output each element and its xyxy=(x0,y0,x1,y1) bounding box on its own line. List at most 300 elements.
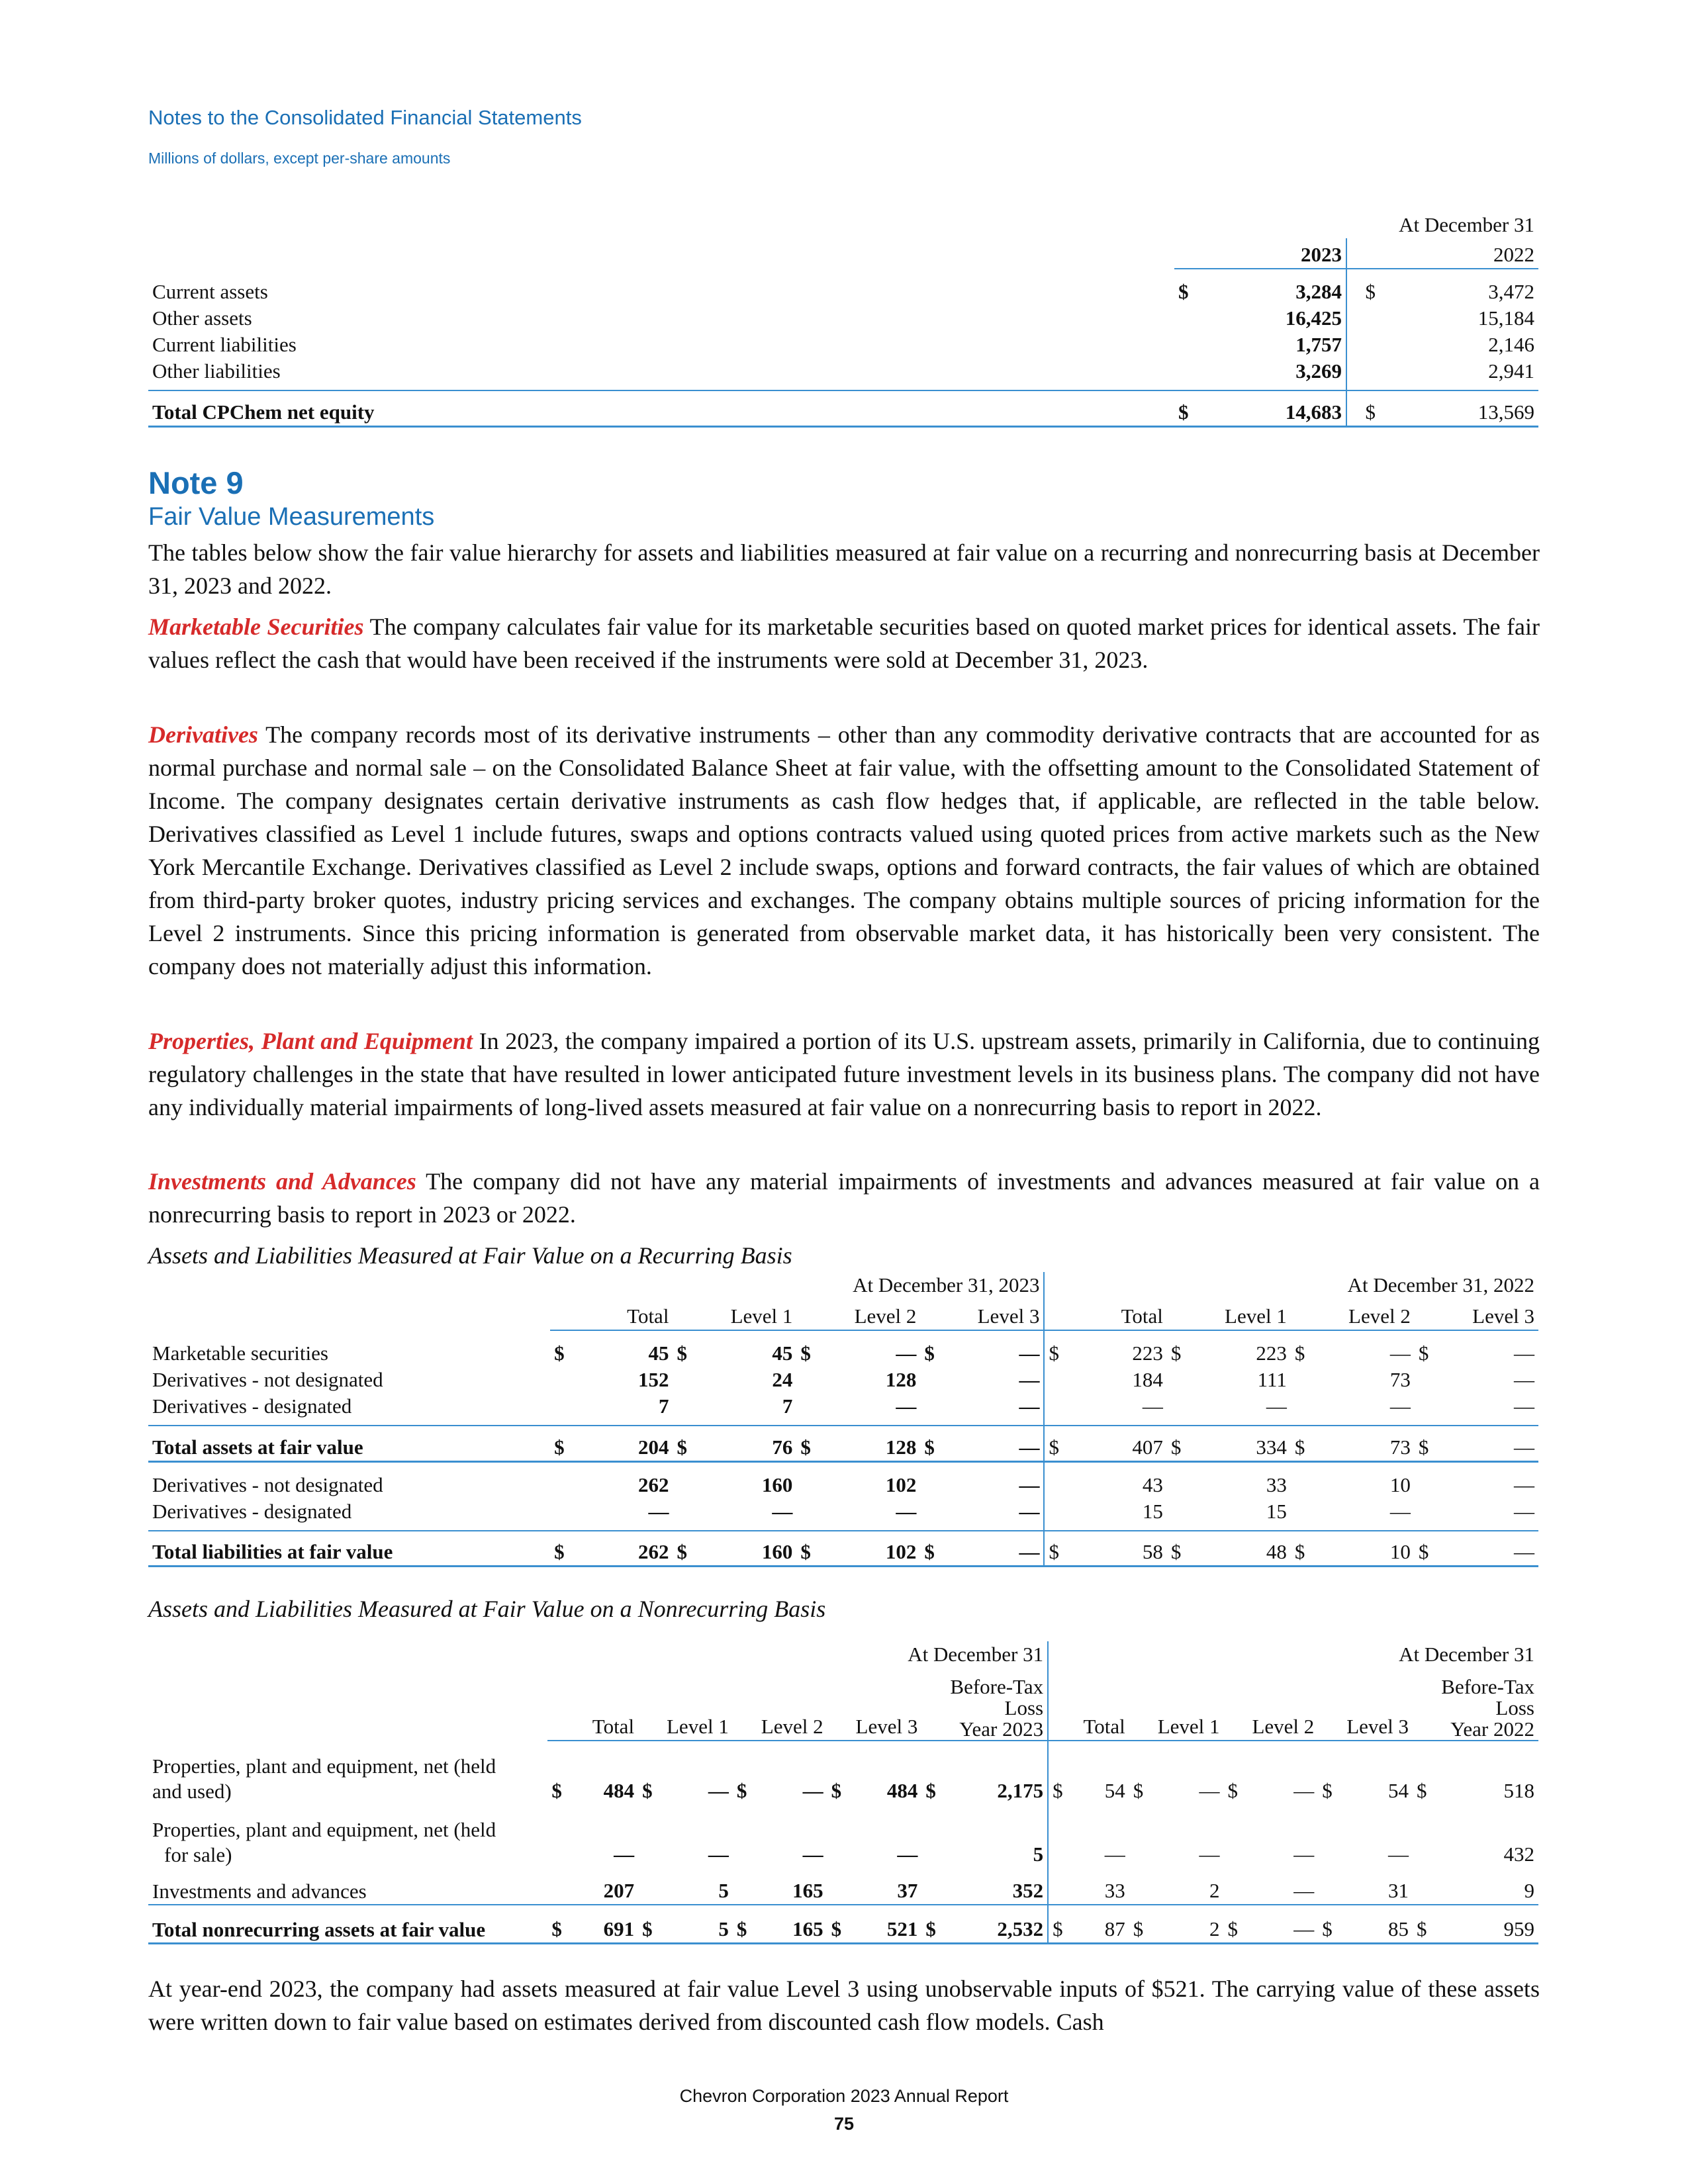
currency-symbol xyxy=(796,1393,822,1426)
currency-symbol: $ xyxy=(1053,1779,1063,1802)
value-cell: 262 xyxy=(637,1473,669,1496)
currency-symbol xyxy=(1346,332,1380,358)
value-cell: 223 xyxy=(1132,1342,1163,1365)
loss-header-line: Before-Tax xyxy=(1441,1675,1534,1698)
currency-symbol xyxy=(1224,1868,1248,1905)
currency-symbol xyxy=(921,1804,945,1868)
total-2023: 14,683 xyxy=(1214,390,1346,426)
value-cell: 33 xyxy=(1104,1879,1125,1902)
row-label-line: Investments and advances xyxy=(152,1880,367,1903)
value-cell: — xyxy=(1389,1499,1411,1523)
footer-report: Chevron Corporation 2023 Annual Report xyxy=(679,2086,1009,2106)
value-cell: — xyxy=(896,1394,917,1418)
column-header: Level 1 xyxy=(662,1668,733,1741)
currency-symbol xyxy=(1291,1461,1317,1498)
value-cell: 518 xyxy=(1503,1779,1534,1802)
value-2022: 15,184 xyxy=(1477,306,1534,330)
currency-symbol: $ xyxy=(1291,1531,1317,1567)
currency-symbol xyxy=(673,1367,698,1393)
recurring-period-2023: At December 31, 2023 xyxy=(550,1272,1044,1298)
value-cell: — xyxy=(1389,1342,1411,1365)
currency-symbol: $ xyxy=(921,1905,945,1943)
currency-symbol: $ xyxy=(796,1426,822,1461)
row-label: Total nonrecurring assets at fair value xyxy=(148,1905,547,1943)
value-cell: — xyxy=(1514,1394,1534,1418)
currency-symbol: $ xyxy=(920,1426,946,1461)
currency-symbol xyxy=(1291,1393,1317,1426)
currency-symbol: $ xyxy=(550,1531,576,1567)
value-cell: — xyxy=(947,1330,1045,1367)
currency-symbol xyxy=(673,1498,698,1531)
column-header: Level 2 xyxy=(1317,1298,1415,1330)
value-cell: 73 xyxy=(1317,1426,1415,1461)
value-2022: 3,472 xyxy=(1488,280,1534,303)
value-cell: 85 xyxy=(1342,1905,1413,1943)
value-cell: 204 xyxy=(576,1426,673,1461)
blank xyxy=(547,1668,571,1741)
currency-symbol: $ xyxy=(1167,1426,1193,1461)
value-cell: — xyxy=(708,1779,729,1802)
row-label: Derivatives - designated xyxy=(152,1499,352,1523)
blank xyxy=(638,1668,662,1741)
currency-symbol xyxy=(921,1868,945,1905)
currency-symbol xyxy=(1174,305,1214,332)
currency-symbol: $ xyxy=(1365,280,1376,303)
section-derivatives xyxy=(148,718,1540,983)
currency-symbol: $ xyxy=(1415,1426,1440,1461)
total-row xyxy=(148,1531,1538,1567)
loss-header-line: Year 2022 xyxy=(1450,1717,1534,1741)
row-label-line: and used) xyxy=(152,1780,232,1803)
currency-symbol xyxy=(1044,1367,1070,1393)
currency-symbol xyxy=(547,1804,571,1868)
blank xyxy=(1167,1298,1193,1330)
value-cell: — xyxy=(1199,1779,1220,1802)
value-cell: 223 xyxy=(1256,1342,1287,1365)
footer-page-number: 75 xyxy=(833,2114,855,2134)
value-cell: 111 xyxy=(1257,1368,1287,1391)
value-cell: — xyxy=(947,1531,1045,1567)
column-header: Level 1 xyxy=(1193,1298,1291,1330)
cpchem-table xyxy=(148,212,1538,428)
column-header: Level 3 xyxy=(851,1668,922,1741)
currency-symbol: $ xyxy=(736,1779,747,1802)
recurring-rows xyxy=(148,1330,1538,1567)
currency-symbol xyxy=(920,1461,946,1498)
value-cell: 165 xyxy=(757,1905,827,1943)
value-cell: 334 xyxy=(1193,1426,1291,1461)
value-cell: 87 xyxy=(1072,1905,1129,1943)
row-label xyxy=(148,1741,547,1804)
column-header: Level 1 xyxy=(699,1298,797,1330)
currency-symbol xyxy=(1174,332,1214,358)
value-cell: 33 xyxy=(1266,1473,1287,1496)
loss-column-header xyxy=(1436,1668,1538,1741)
cpchem-total-row xyxy=(148,390,1538,426)
section-lead: Marketable Securities xyxy=(148,614,364,640)
value-2023: 16,425 xyxy=(1214,305,1346,332)
cpchem-rows xyxy=(148,269,1538,426)
blank xyxy=(1318,1668,1342,1741)
currency-symbol: $ xyxy=(1167,1531,1193,1567)
closing-paragraph: At year-end 2023, the company had assets measured at fair value Level 3 using unobservable inputs of $521. The carrying value of these assets were written down to fair value based on estimates derived from discounted cash flow models. Cash xyxy=(148,1976,1540,2035)
cpchem-row xyxy=(148,358,1538,390)
recurring-caption: Assets and Liabilities Measured at Fair Value on a Recurring Basis xyxy=(148,1242,792,1269)
cpchem-row xyxy=(148,332,1538,358)
currency-symbol: $ xyxy=(1417,1779,1427,1802)
value-cell: 484 xyxy=(603,1779,635,1802)
value-cell: — xyxy=(1293,1843,1315,1866)
row-label-line: Properties, plant and equipment, net (held xyxy=(152,1818,496,1841)
currency-symbol: $ xyxy=(1044,1426,1070,1461)
cpchem-row xyxy=(148,305,1538,332)
currency-symbol xyxy=(796,1498,822,1531)
value-cell: — xyxy=(947,1426,1045,1461)
currency-symbol: $ xyxy=(1174,390,1214,426)
section-lead: Investments and Advances xyxy=(148,1168,416,1195)
nonrecurring-rows xyxy=(148,1741,1538,1943)
cpchem-period: At December 31 xyxy=(1399,213,1534,236)
value-cell: 24 xyxy=(772,1368,793,1391)
value-cell: 407 xyxy=(1070,1426,1167,1461)
section-lead: Properties, Plant and Equipment xyxy=(148,1028,473,1054)
column-header: Level 3 xyxy=(1440,1298,1538,1330)
row-label: Derivatives - not designated xyxy=(152,1473,383,1496)
currency-symbol xyxy=(550,1461,576,1498)
column-header: Total xyxy=(1070,1298,1167,1330)
currency-symbol: $ xyxy=(638,1905,662,1943)
currency-symbol: $ xyxy=(925,1779,936,1802)
value-cell: 2,532 xyxy=(946,1905,1049,1943)
currency-symbol xyxy=(920,1393,946,1426)
currency-symbol: $ xyxy=(1133,1779,1144,1802)
currency-symbol xyxy=(1413,1868,1436,1905)
currency-symbol xyxy=(1291,1367,1317,1393)
value-cell: — xyxy=(802,1779,823,1802)
currency-symbol xyxy=(733,1868,757,1905)
value-cell: — xyxy=(1514,1342,1534,1365)
value-cell: 484 xyxy=(886,1779,918,1802)
page-header-subtitle: Millions of dollars, except per-share amounts xyxy=(148,150,451,167)
value-cell: 76 xyxy=(699,1426,797,1461)
row-label: Derivatives - not designated xyxy=(152,1368,383,1391)
currency-symbol: $ xyxy=(1418,1342,1429,1365)
value-cell: 165 xyxy=(792,1879,823,1902)
currency-symbol xyxy=(1346,305,1380,332)
value-2023: 3,269 xyxy=(1214,358,1346,390)
currency-symbol xyxy=(550,1393,576,1426)
row-label: Total liabilities at fair value xyxy=(148,1531,550,1567)
total-row xyxy=(148,1905,1538,1943)
currency-symbol: $ xyxy=(673,1426,698,1461)
section-investments xyxy=(148,1165,1540,1231)
currency-symbol: $ xyxy=(827,1905,851,1943)
value-cell: — xyxy=(947,1367,1045,1393)
currency-symbol: $ xyxy=(1044,1531,1070,1567)
value-cell: 73 xyxy=(1389,1368,1411,1391)
value-cell: 10 xyxy=(1317,1531,1415,1567)
cpchem-year-2022: 2022 xyxy=(1380,238,1538,269)
value-cell: 54 xyxy=(1104,1779,1125,1802)
blank xyxy=(148,1298,550,1330)
value-cell: — xyxy=(1389,1394,1411,1418)
currency-symbol xyxy=(733,1804,757,1868)
loss-header-line: Year 2023 xyxy=(959,1717,1044,1741)
value-cell: — xyxy=(708,1843,729,1866)
value-cell: — xyxy=(1142,1394,1163,1418)
currency-symbol: $ xyxy=(1415,1531,1440,1567)
value-cell: 160 xyxy=(699,1531,797,1567)
currency-symbol xyxy=(1044,1393,1070,1426)
column-header: Level 2 xyxy=(1248,1668,1319,1741)
value-cell: — xyxy=(1293,1879,1315,1902)
value-cell: 102 xyxy=(885,1473,917,1496)
data-row xyxy=(148,1804,1538,1868)
currency-symbol xyxy=(827,1804,851,1868)
currency-symbol xyxy=(1291,1498,1317,1531)
value-cell: 45 xyxy=(772,1342,793,1365)
blank xyxy=(1048,1668,1072,1741)
section-text: The company did not have any material impairments of investments and advances measured at fair value on a nonrecurring basis to report in 2023 or 2022. xyxy=(148,1168,1540,1228)
value-cell: — xyxy=(947,1393,1045,1426)
section-marketable-securities xyxy=(148,610,1540,676)
currency-symbol xyxy=(550,1367,576,1393)
column-header: Total xyxy=(572,1668,639,1741)
currency-symbol: $ xyxy=(1129,1905,1153,1943)
currency-symbol xyxy=(550,1498,576,1531)
value-cell: 5 xyxy=(718,1879,729,1902)
currency-symbol xyxy=(1167,1367,1193,1393)
value-cell: 128 xyxy=(885,1368,917,1391)
currency-symbol: $ xyxy=(547,1905,571,1943)
value-cell: — xyxy=(1440,1531,1538,1567)
row-label: Total assets at fair value xyxy=(148,1426,550,1461)
blank xyxy=(733,1668,757,1741)
value-cell: — xyxy=(897,1843,918,1866)
value-cell: — xyxy=(896,1342,917,1365)
value-2022: 2,941 xyxy=(1488,359,1534,383)
currency-symbol xyxy=(638,1868,662,1905)
column-header: Level 2 xyxy=(757,1668,827,1741)
currency-symbol: $ xyxy=(1170,1342,1182,1365)
value-cell: 58 xyxy=(1070,1531,1167,1567)
blank xyxy=(550,1298,576,1330)
currency-symbol: $ xyxy=(673,1531,698,1567)
currency-symbol: $ xyxy=(831,1779,842,1802)
loss-header-line: Loss xyxy=(1495,1696,1534,1719)
currency-symbol xyxy=(673,1393,698,1426)
value-cell: 45 xyxy=(648,1342,669,1365)
row-label xyxy=(148,1868,547,1905)
nonrecurring-period-a: At December 31 xyxy=(547,1641,1048,1668)
value-cell: — xyxy=(1514,1368,1534,1391)
total-2022: 13,569 xyxy=(1380,390,1538,426)
value-cell: 15 xyxy=(1266,1499,1287,1523)
currency-symbol xyxy=(1346,358,1380,390)
value-cell: — xyxy=(947,1498,1045,1531)
value-cell: 9 xyxy=(1524,1879,1534,1902)
value-cell: — xyxy=(802,1843,823,1866)
currency-symbol xyxy=(1413,1804,1436,1868)
row-label: Other assets xyxy=(152,306,252,330)
value-cell: — xyxy=(772,1499,793,1523)
value-cell: 2 xyxy=(1153,1905,1224,1943)
value-cell: — xyxy=(1248,1905,1319,1943)
value-cell: 48 xyxy=(1193,1531,1291,1567)
currency-symbol: $ xyxy=(796,1531,822,1567)
value-cell: — xyxy=(1266,1394,1287,1418)
currency-symbol: $ xyxy=(1413,1905,1436,1943)
row-label: Marketable securities xyxy=(152,1342,328,1365)
currency-symbol: $ xyxy=(1291,1426,1317,1461)
cpchem-year-2023: 2023 xyxy=(1214,238,1346,269)
value-cell: — xyxy=(1514,1499,1534,1523)
value-cell: 7 xyxy=(658,1394,669,1418)
data-row xyxy=(148,1741,1538,1804)
blank xyxy=(673,1298,698,1330)
value-cell: 54 xyxy=(1388,1779,1409,1802)
value-cell: 691 xyxy=(572,1905,639,1943)
data-row xyxy=(148,1367,1538,1393)
currency-symbol xyxy=(1048,1868,1072,1905)
column-header: Total xyxy=(576,1298,673,1330)
section-text: The company records most of its derivative instruments – other than any commodity derivative contracts that are accounted for as normal purchase and normal sale – on the Consolidated Balance Sheet at fair value, with the offsetting amount to the Consolidated Statement of Income. The company designates certain derivative instruments as cash flow hedges that, if applicable, are reflected in the table below. Derivatives classified as Level 1 include futures, swaps and options contracts valued using quoted prices from active markets such as the New York Mercantile Exchange. Derivatives classified as Level 2 include swaps, options and forward contracts, the fair values of which are obtained from third-party broker quotes, industry pricing services and exchanges. The company obtains multiple sources of pricing information for the Level 2 instruments. Since this pricing information is generated from observable market data, it has historically been very consistent. The company does not materially adjust this information. xyxy=(148,721,1540,979)
nonrecurring-period-b: At December 31 xyxy=(1399,1643,1534,1666)
value-cell: 160 xyxy=(761,1473,793,1496)
blank xyxy=(1044,1298,1070,1330)
value-cell: — xyxy=(648,1499,669,1523)
currency-symbol: $ xyxy=(677,1342,687,1365)
currency-symbol: $ xyxy=(1227,1779,1239,1802)
recurring-table xyxy=(148,1272,1538,1567)
currency-symbol xyxy=(827,1868,851,1905)
currency-symbol xyxy=(1129,1804,1153,1868)
currency-symbol xyxy=(1318,1868,1342,1905)
value-cell: 521 xyxy=(851,1905,922,1943)
data-row xyxy=(148,1330,1538,1367)
value-cell: 10 xyxy=(1389,1473,1411,1496)
blank xyxy=(148,1668,547,1741)
note-title: Fair Value Measurements xyxy=(148,503,435,531)
currency-symbol xyxy=(638,1804,662,1868)
value-cell: — xyxy=(896,1499,917,1523)
loss-header-line: Before-Tax xyxy=(950,1675,1044,1698)
currency-symbol xyxy=(1167,1498,1193,1531)
currency-symbol xyxy=(1129,1868,1153,1905)
column-header: Level 3 xyxy=(1342,1668,1413,1741)
value-cell: 31 xyxy=(1388,1879,1409,1902)
currency-symbol xyxy=(796,1367,822,1393)
currency-symbol: $ xyxy=(550,1426,576,1461)
blank xyxy=(1129,1668,1153,1741)
currency-symbol xyxy=(1048,1804,1072,1868)
blank xyxy=(921,1668,945,1741)
value-cell: 432 xyxy=(1503,1843,1534,1866)
blank xyxy=(920,1298,946,1330)
currency-symbol: $ xyxy=(642,1779,653,1802)
currency-symbol: $ xyxy=(1318,1905,1342,1943)
value-cell: — xyxy=(1388,1843,1409,1866)
value-cell: 959 xyxy=(1436,1905,1538,1943)
data-row xyxy=(148,1498,1538,1531)
section-text: In 2023, the company impaired a portion of its U.S. upstream assets, primarily in California, due to continuing regulatory challenges in the state that have resulted in lower anticipated future investment levels in its business plans. The company did not have any individually material impairments of long-lived assets measured at fair value on a nonrecurring basis to report in 2022. xyxy=(148,1028,1540,1120)
value-cell: 152 xyxy=(637,1368,669,1391)
value-cell: 2 xyxy=(1209,1879,1220,1902)
currency-symbol xyxy=(1167,1393,1193,1426)
currency-symbol xyxy=(1415,1498,1440,1531)
blank xyxy=(827,1668,851,1741)
value-cell: 37 xyxy=(897,1879,918,1902)
column-header: Level 2 xyxy=(823,1298,921,1330)
currency-symbol xyxy=(1415,1367,1440,1393)
total-label: Total CPChem net equity xyxy=(148,390,1174,426)
currency-symbol xyxy=(1174,358,1214,390)
currency-symbol: $ xyxy=(920,1531,946,1567)
row-label: Other liabilities xyxy=(152,359,281,383)
value-cell: 102 xyxy=(823,1531,921,1567)
value-cell: — xyxy=(1199,1843,1220,1866)
currency-symbol: $ xyxy=(733,1905,757,1943)
currency-symbol xyxy=(920,1498,946,1531)
value-cell: 7 xyxy=(782,1394,793,1418)
currency-symbol: $ xyxy=(551,1779,562,1802)
currency-symbol: $ xyxy=(1049,1342,1059,1365)
total-row xyxy=(148,1426,1538,1461)
currency-symbol: $ xyxy=(800,1342,811,1365)
value-cell: 15 xyxy=(1142,1499,1163,1523)
section-text: The company calculates fair value for its marketable securities based on quoted market prices for identical assets. The fair values reflect the cash that would have been received if the instruments were sold at December 31, 2023. xyxy=(148,614,1540,673)
currency-symbol: $ xyxy=(1178,280,1189,303)
data-row xyxy=(148,1461,1538,1498)
currency-symbol xyxy=(1415,1393,1440,1426)
value-cell: — xyxy=(1440,1426,1538,1461)
value-2022: 2,146 xyxy=(1488,333,1534,356)
currency-symbol: $ xyxy=(1224,1905,1248,1943)
blank xyxy=(1291,1298,1317,1330)
blank xyxy=(1224,1668,1248,1741)
currency-symbol: $ xyxy=(924,1342,935,1365)
row-label-line: for sale) xyxy=(164,1843,232,1866)
currency-symbol xyxy=(1044,1461,1070,1498)
currency-symbol: $ xyxy=(1048,1905,1072,1943)
value-cell: 207 xyxy=(603,1879,635,1902)
column-header: Level 3 xyxy=(947,1298,1045,1330)
currency-symbol xyxy=(673,1461,698,1498)
row-label xyxy=(148,1804,547,1868)
value-cell: 5 xyxy=(946,1804,1049,1868)
value-2023: 3,284 xyxy=(1214,269,1346,305)
nonrecurring-caption: Assets and Liabilities Measured at Fair Value on a Nonrecurring Basis xyxy=(148,1596,826,1622)
value-2023: 1,757 xyxy=(1214,332,1346,358)
currency-symbol xyxy=(920,1367,946,1393)
row-label: Current liabilities xyxy=(152,333,297,356)
value-cell: 43 xyxy=(1142,1473,1163,1496)
value-cell: 2,175 xyxy=(946,1741,1049,1804)
blank xyxy=(796,1298,822,1330)
note-intro: The tables below show the fair value hierarchy for assets and liabilities measured at fair value on a recurring and nonrecurring basis at December 31, 2023 and 2022. xyxy=(148,539,1540,599)
value-cell: 352 xyxy=(946,1868,1049,1905)
currency-symbol xyxy=(1224,1804,1248,1868)
column-header: Total xyxy=(1072,1668,1129,1741)
data-row xyxy=(148,1868,1538,1905)
value-cell: — xyxy=(947,1461,1045,1498)
currency-symbol xyxy=(1415,1461,1440,1498)
note-number: Note 9 xyxy=(148,465,244,500)
value-cell: — xyxy=(1293,1779,1315,1802)
column-header: Level 1 xyxy=(1153,1668,1224,1741)
value-cell: 184 xyxy=(1132,1368,1163,1391)
recurring-period-2022: At December 31, 2022 xyxy=(1347,1273,1534,1297)
